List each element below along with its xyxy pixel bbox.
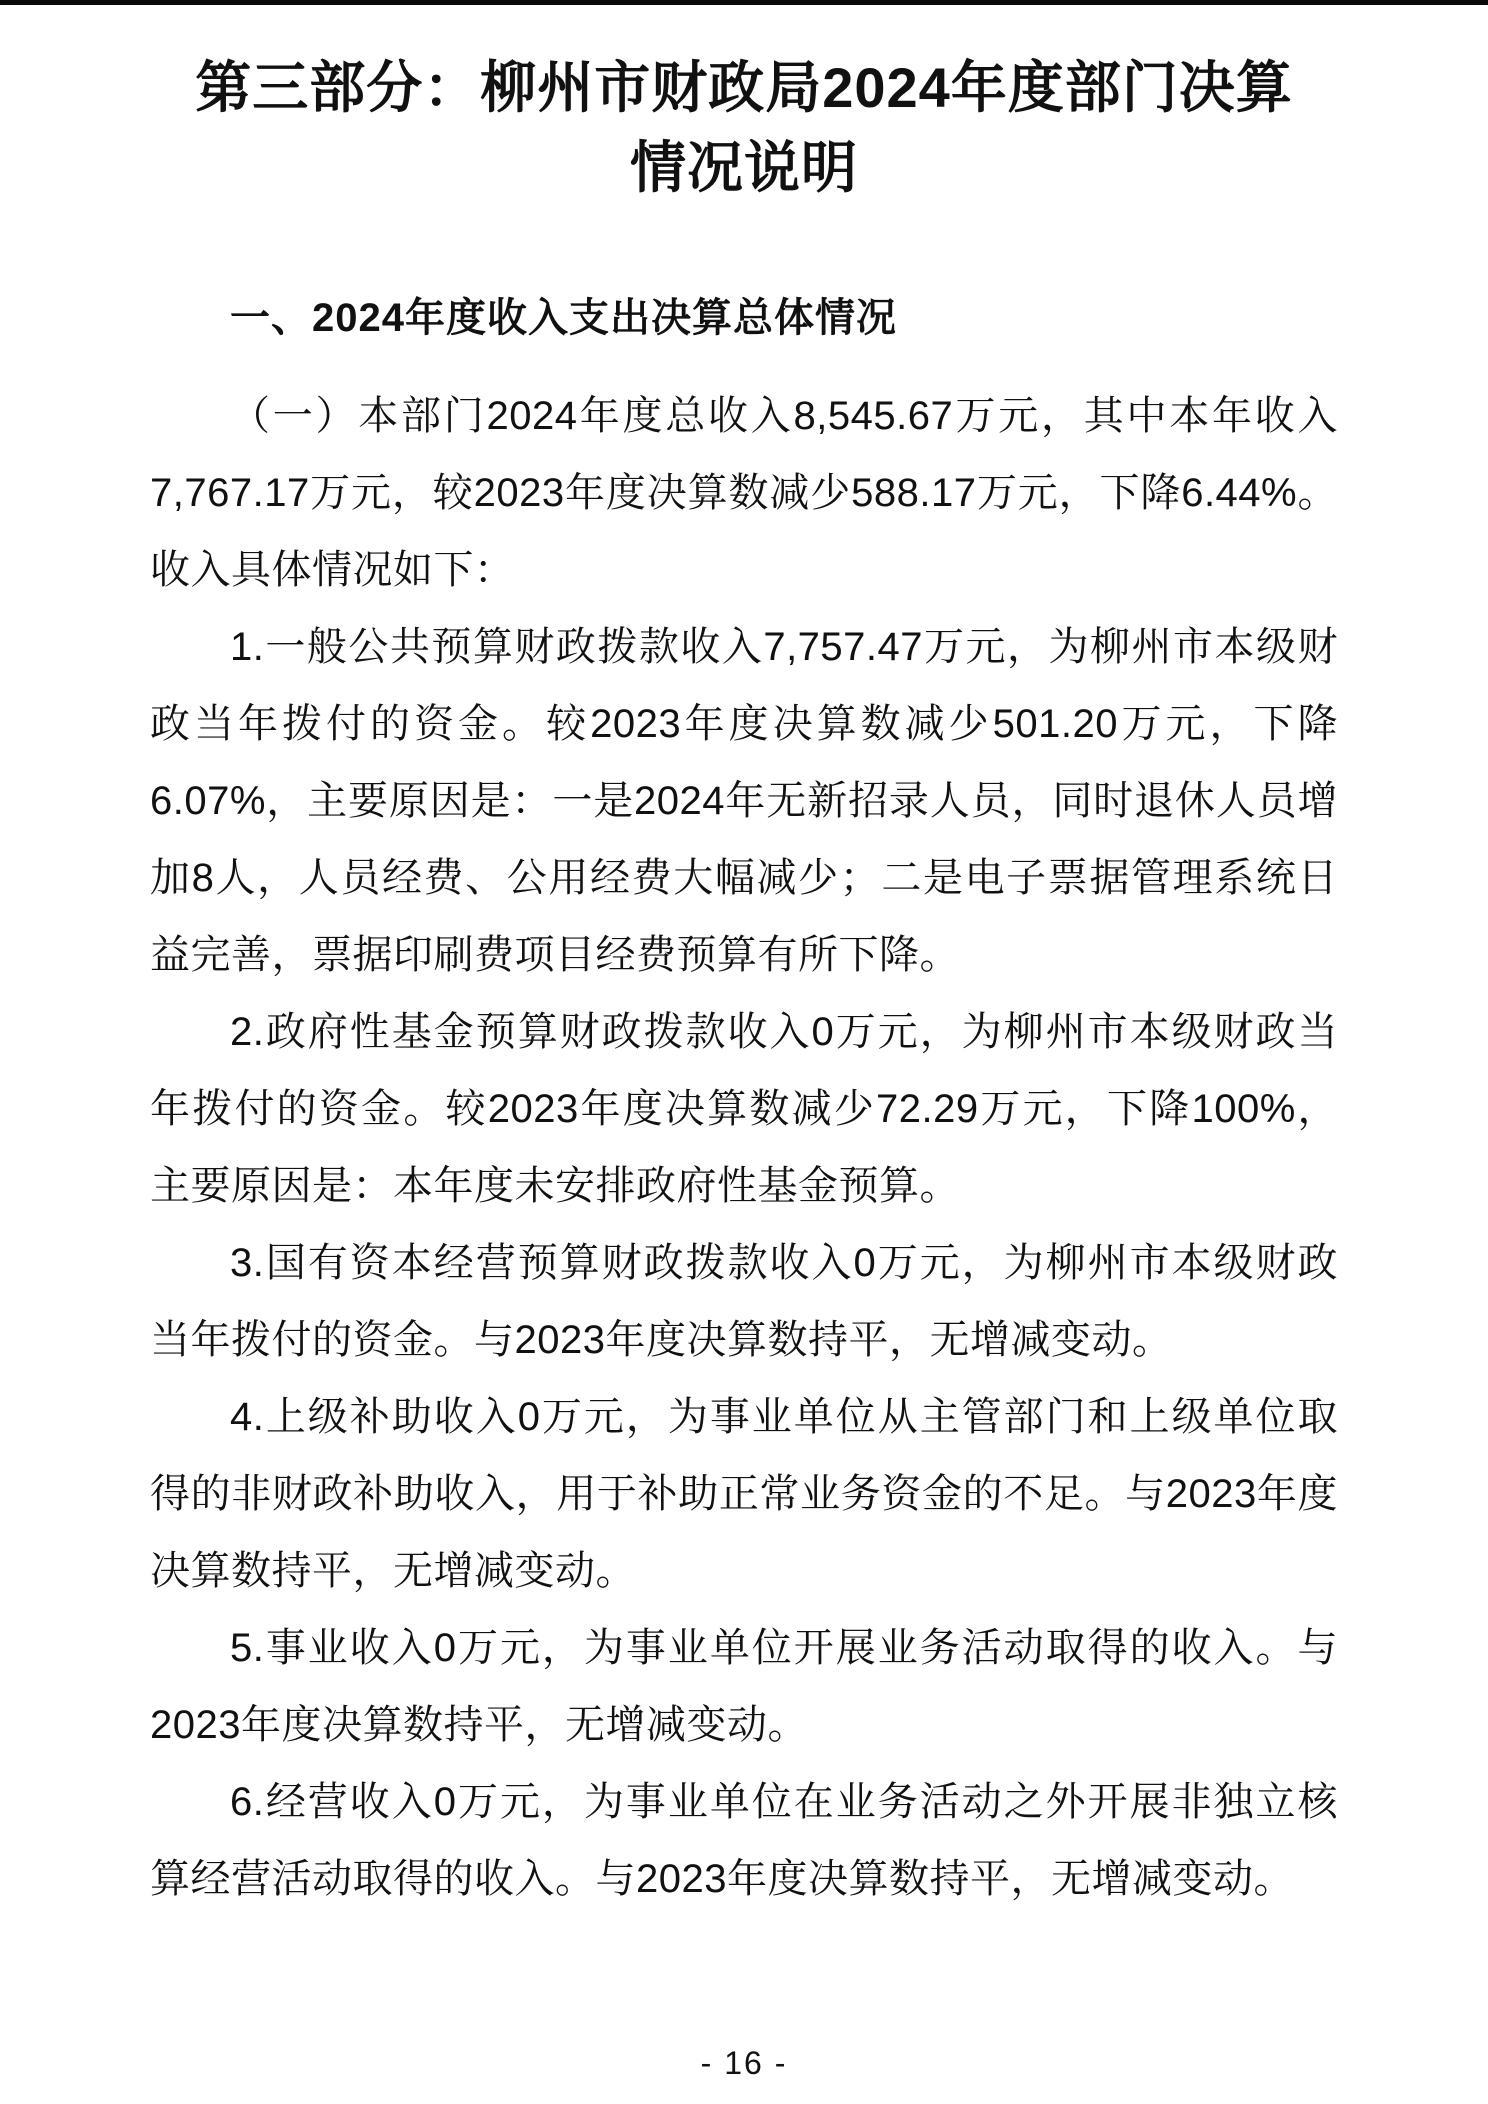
paragraph-item-2: 2.政府性基金预算财政拨款收入0万元，为柳州市本级财政当年拨付的资金。较2023年度决算数减少72.29万元，下降100%，主要原因是：本年度未安排政府性基金预算。: [150, 1010, 1338, 1208]
paragraph-item-5: 5.事业收入0万元，为事业单位开展业务活动取得的收入。与2023年度决算数持平，无增减变动。: [150, 1626, 1338, 1747]
page-top-border: [0, 0, 1488, 5]
paragraph-item-1: 1.一般公共预算财政拨款收入7,757.47万元，为柳州市本级财政当年拨付的资金。较2023年度决算数减少501.20万元，下降6.07%，主要原因是：一是2024年无新招录人员，同时退休人员增加8人，人员经费、公用经费大幅减少；二是电子票据管理系统日益完善，票据印刷费项目经费预算有所下降。: [150, 625, 1338, 977]
document-title: [140, 48, 1348, 208]
paragraph-item-6: 6.经营收入0万元，为事业单位在业务活动之外开展非独立核算经营活动取得的收入。与2023年度决算数持平，无增减变动。: [150, 1780, 1338, 1901]
paragraph-item-3: 3.国有资本经营预算财政拨款收入0万元，为柳州市本级财政当年拨付的资金。与2023年度决算数持平，无增减变动。: [150, 1241, 1338, 1362]
paragraph-overview: （一）本部门2024年度总收入8,545.67万元，其中本年收入7,767.17万元，较2023年度决算数减少588.17万元，下降6.44%。收入具体情况如下：: [150, 394, 1338, 592]
document-body: [150, 378, 1338, 1918]
section-heading: 一、2024年度收入支出决算总体情况: [230, 296, 897, 340]
page-number: - 16 -: [700, 2045, 788, 2081]
document-title-line2: 情况说明: [630, 136, 858, 199]
document-title-line1: 第三部分：柳州市财政局2024年度部门决算: [195, 56, 1293, 119]
paragraph-item-4: 4.上级补助收入0万元，为事业单位从主管部门和上级单位取得的非财政补助收入，用于补助正常业务资金的不足。与2023年度决算数持平，无增减变动。: [150, 1395, 1338, 1593]
